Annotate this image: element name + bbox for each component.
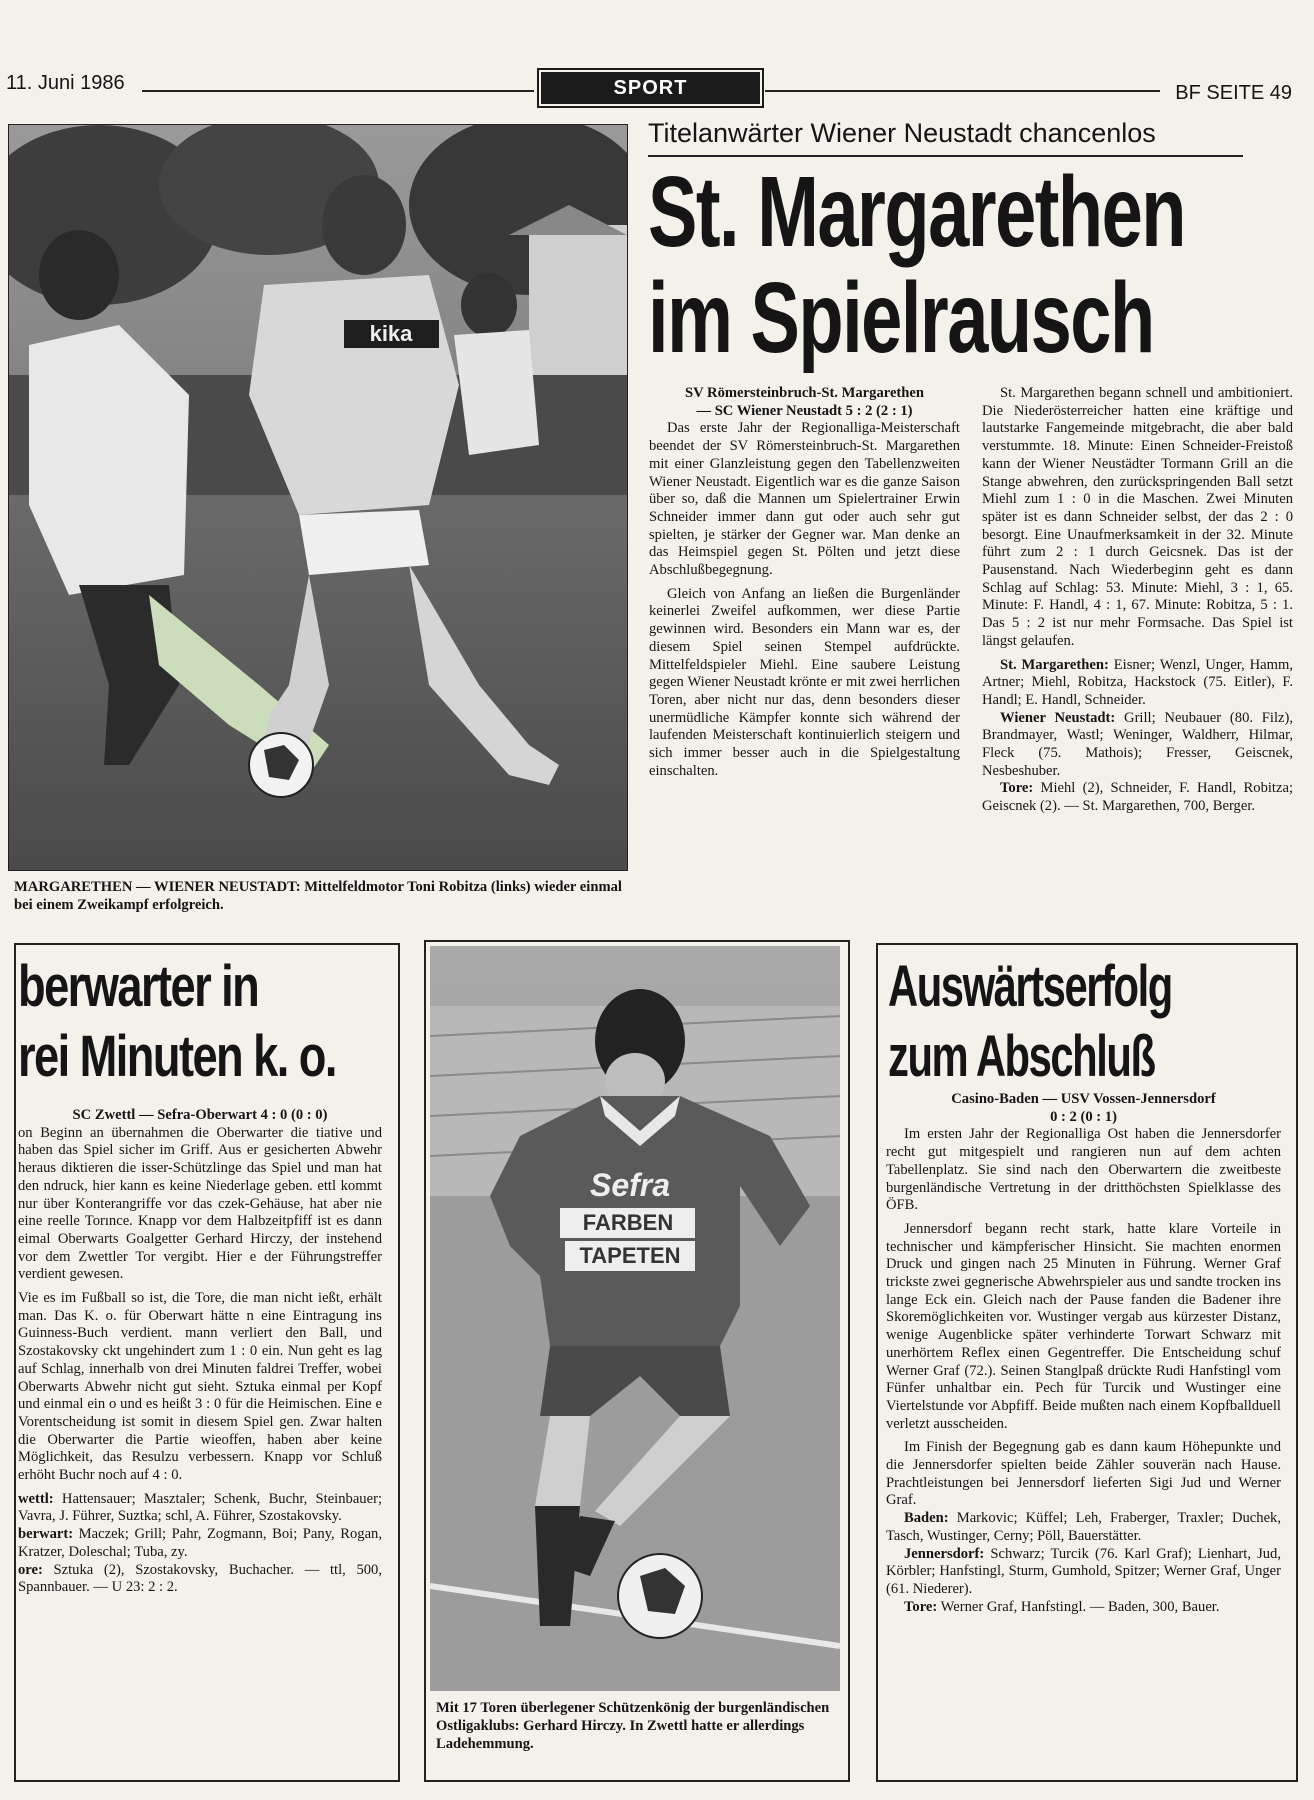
svg-text:TAPETEN: TAPETEN [579,1243,681,1268]
svg-text:kika: kika [369,321,413,346]
jersey-sponsor: Sefra [589,1167,671,1203]
left-lineup2: Maczek; Grill; Pahr, Zogmann, Boi; Pany, Rogan, Kratzer, Doleschal; Tuba, zy. [18,1526,382,1560]
right-goals: Werner Graf, Hanfstingl. — Baden, 300, Bauer. [940,1598,1220,1615]
header-rule-left [142,90,534,92]
right-match-line2: 0 : 2 (0 : 1) [1050,1108,1117,1125]
match-photo-1 [8,124,628,871]
main-match-line2: — SC Wiener Neustadt 5 : 2 (2 : 1) [696,402,913,419]
photo1-caption: MARGARETHEN — WIENER NEUSTADT: Mittelfeldmotor Toni Robitza (links) wieder einmal bei einem Zweikampf erfolgreich. [14,879,622,913]
main-match-line1: SV Römersteinbruch-St. Margarethen [684,385,924,401]
main-goals-label: Tore: [1000,780,1034,797]
main-article-col2 [982,385,1293,816]
left-match-line: SC Zwettl — Sefra-Oberwart 4 : 0 (0 : 0) [72,1107,328,1123]
main-article-col1 [649,385,960,780]
right-lineup2: Schwarz; Turcik (76. Karl Graf); Lienhart, Jud, Körbler; Hanfstingl, Sturm, Gumhold, Spitzer; Werner Graf, Unger (61. Niederer). [886,1545,1281,1597]
left-goals-label: ore: [18,1561,43,1578]
main-lineup1: Eisner; Wenzl, Unger, Hamm, Artner; Miehl, Robitza, Hackstock (75. Eitler), F. Handl; E. Handl, Schneider. [982,656,1294,708]
page-number: BF SEITE 49 [1175,82,1292,104]
right-article-body [886,1091,1281,1616]
main-goals: Miehl (2), Schneider, F. Handl, Robitza; Geiscnek (2). — St. Margarethen, 700, Berger. [982,780,1293,815]
right-match-line1: Casino-Baden — USV Vossen-Jennersdorf [951,1091,1216,1107]
main-lineup2-label: Wiener Neustadt: [1000,709,1116,726]
left-lineup1-label: wettl: [18,1490,54,1507]
left-lineup2-label: berwart: [18,1526,74,1543]
left-article-body [18,1107,382,1597]
right-lineup2-label: Jennersdorf: [904,1545,985,1562]
svg-text:FARBEN: FARBEN [582,1210,674,1235]
right-headline-line2: zum Abschluß [888,1024,1155,1089]
left-lineup1: Hattensauer; Masztaler; Schenk, Buchr, Steinbauer; Vavra, J. Führer, Suztka; schl, A. Führer, Szostakovsky. [18,1490,382,1525]
header-rule-right [765,90,1160,92]
right-headline-line1: Auswärtserfolg [888,954,1172,1019]
main-lineup2: Grill; Neubauer (80. Filz), Brandmayer, Wastl; Weninger, Waldherr, Hilmar, Fleck (75. Mathois); Fresser, Geiscnek, Nesbeshuber. [982,709,1293,779]
issue-date: 11. Juni 1986 [6,72,125,94]
left-headline-line2: rei Minuten k. o. [18,1024,336,1089]
main-paragraph-1: Das erste Jahr der Regionalliga-Meisterschaft beendet der SV Römersteinbruch-St. Margarethen mit einer Glanzleistung gegen den Tabellenzweiten Wiener Neustadt. Eigentlich war es die ganze Saison über so, daß die Mannen um Spielertrainer Erwin Schneider immer dann gut oder auch sehr gut spielten, je stärker der Gegner war. Man denke an das Heimspiel gegen St. Pölten und jetzt diese Abschlußbegegnung. [649,420,960,579]
main-headline-line2: im Spielrausch [648,262,1154,374]
right-paragraph-3: Im Finish der Begegnung gab es dann kaum Höhepunkte und die Jennersdorfer spielten beide Zähler souverän nach Hause. Prachtleistungen bei Jennersdorf lieferten Sigi Jud und Werner Graf. [886,1439,1281,1509]
left-paragraph-2: Vie es im Fußball so ist, die Tore, die man nicht ießt, erhält man. Das K. o. für Oberwart hätte n eine Eintragung ins Guinness-Buch verdient. mann verliert den Ball, und Szostakovsky ckt ungehindert zum 1 : 0 ein. Nun geht es lag auf Schlag, innerhalb von drei Minuten faldrei Treffer, wobei Oberwarts Abwehr nicht gut sieht. Sztuka einmal per Kopf und einmal ein o und es heißt 3 : 0 für die Heimischen. Eine e Vorentscheidung ist somit in diesem Spiel gen. Zwar halten die Oberwarter die Partie wieoffen, haben aber keine Möglichkeit, das Resulzu verbessern. Knapp vor Schluß erhöht Buchr noch auf 4 : 0. [18,1290,382,1484]
main-paragraph-3: St. Margarethen begann schnell und ambitioniert. Die Niederösterreicher hatten eine kräftige und lautstarke Fangemeinde mitgebracht, die aber bald verstummte. 18. Minute: Einen Schneider-Freistoß kann der Wiener Neustädter Tormann Grill an die Stange abwehren, den zurückspringenden Ball setzt Miehl zum 1 : 0 in die Maschen. Zwei Minuten später ist es dann Schneider selbst, der das 2 : 0 besorgt. Eine Unaufmerksamkeit in der 32. Minute führt zum 2 : 1 durch Geicsnek. Das ist der Pausenstand. Nach Wiederbeginn geht es dann Schlag auf Schlag: 53. Minute: Miehl, 3 : 1, 65. Minute: F. Handl, 4 : 1, 67. Minute: Robitza, 5 : 1. Das 5 : 2 ist nur mehr Formsache. Das Spiel ist längst gelaufen. [982,385,1293,649]
section-label: SPORT [541,72,760,104]
right-paragraph-2: Jennersdorf begann recht stark, hatte klare Vorteile in technischer und kämpferischer Hinsicht. Sie machten enormen Druck und gingen nach 25 Minuten in Führung. Werner Graf trickste zwei gegnerische Abwehrspieler aus und sandte trocken ins lange Eck ein. Gleich nach der Pause fanden die Badener ihre Skoremöglichkeiten vor. Wustinger vergab aus kürzester Distanz, wenige Augenblicke später verhinderte Torwart Schwarz mit unerhörtem Reflex einen Gegentreffer. Die Entscheidung schuf Werner Graf (72.). Seinen Stanglpaß drückte Rudi Hanfstingl vom Fünfer unhaltbar ein. Pech für Turcik und Wustinger eine Viertelstunde vor Abpfiff. Beide mußten nach einem Kopfballduell verletzt ausscheiden. [886,1220,1281,1432]
right-paragraph-1: Im ersten Jahr der Regionalliga Ost haben die Jennersdorfer recht gut mitgespielt und rangieren nun auf dem achten Tabellenplatz. Sie sind nach den Oberwartern die zweitbeste burgenländische Vertretung in der dritthöchsten Spielklasse des ÖFB. [886,1126,1281,1214]
main-kicker: Titelanwärter Wiener Neustadt chancenlos [648,118,1243,157]
match-photo-2 [430,946,840,1691]
right-lineup1-label: Baden: [904,1510,949,1527]
right-goals-label: Tore: [904,1598,938,1615]
main-paragraph-2: Gleich von Anfang an ließen die Burgenländer keinerlei Zweifel aufkommen, wer diese Partie gewinnen wird. Besonders ein Mann war es, der diesem Spiel seinen Stempel aufdrückte. Mittelfeldspieler Miehl. Eine saubere Leistung gegen Wiener Neustadt krönte er mit zwei herrlichen Toren, aber nicht nur das, denn besonders dieser unermüdliche Kämpfer konnte sich während der laufenden Meisterschaft kontinuierlich steigern und sich immer besser auch in die Spielgestaltung einschalten. [649,585,960,779]
left-headline-line1: berwarter in [18,954,259,1019]
left-goals: Sztuka (2), Szostakovsky, Buchacher. — ttl, 500, Spannbauer. — U 23: 2 : 2. [18,1561,382,1596]
main-lineup1-label: St. Margarethen: [1000,656,1109,673]
right-lineup1: Markovic; Küffel; Leh, Fraberger, Traxler; Duchek, Tasch, Wustinger, Cerny; Pöll, Bauerstätter. [886,1510,1281,1544]
photo2-caption: Mit 17 Toren überlegener Schützenkönig der burgenländischen Ostligaklubs: Gerhard Hirczy. In Zwettl hatte er allerdings Ladehemmung. [436,1700,830,1752]
left-paragraph-1: on Beginn an übernahmen die Oberwarter die tiative und haben das Spiel sicher im Griff. Aus er gesicherten Abwehr heraus diktieren die isser-Schützlinge das Spiel und man hat den ndruck, hier kann es keine Niederlage geben. ettl kommt nur über Konterangriffe vor das czek-Gehäuse, hat aber nie eine reelle Torınce. Knapp vor dem Halbzeitpfiff ist es dann eimal Oberwarts Goalgetter Gerhard Hirczy, der instehend vor dem Zwettler Tor vergibt. Hier e der Führungstreffer verdient gewesen. [18,1124,382,1283]
main-headline-line1: St. Margarethen [648,156,1186,268]
